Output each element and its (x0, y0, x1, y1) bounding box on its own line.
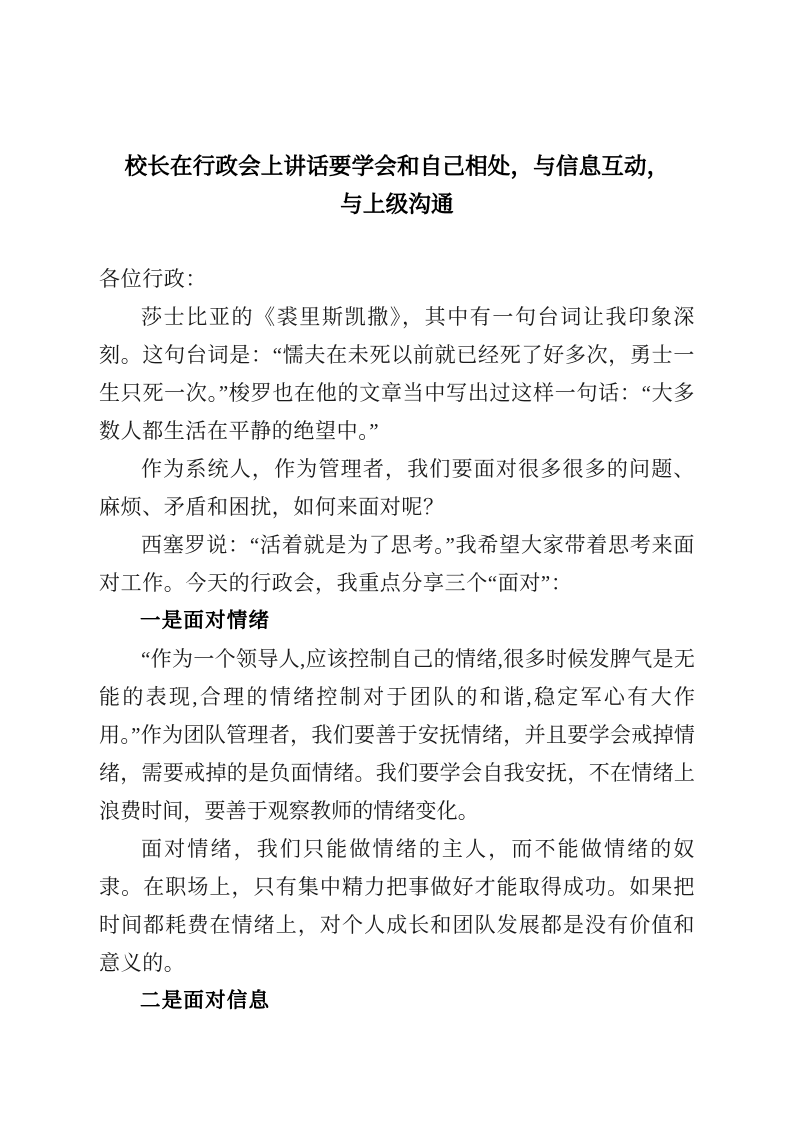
title-top-spacer (99, 0, 695, 148)
paragraph-cicero-quote: 西塞罗说：“活着就是为了思考。”我希望大家带着思考来面对工作。今天的行政会，我重点分享三个“面对”： (99, 533, 695, 595)
page-title-line-1: 校长在行政会上讲话要学会和自己相处，与信息互动， (124, 154, 670, 179)
title-bottom-spacer (99, 224, 695, 260)
section-heading-emotion: 一是面对情绪 (140, 609, 271, 632)
paragraph-master-of-emotion: 面对情绪，我们只能做情绪的主人，而不能做情绪的奴隶。在职场上，只有集中精力把事做好才能取得成功。如果把时间都耗费在情绪上，对个人成长和团队发展都是没有价值和意义的。 (99, 837, 695, 975)
document-content (99, 0, 695, 1020)
paragraph-shakespeare-quote: 莎士比亚的《裘里斯凯撒》，其中有一句台词让我印象深刻。这句台词是：“懦夫在未死以前就已经死了好多次，勇士一生只死一次。”梭罗也在他的文章当中写出过这样一句话：“大多数人都生活在平静的绝望中。” (99, 305, 695, 443)
paragraph-leader-emotion-control: “作为一个领导人,应该控制自己的情绪,很多时候发脾气是无能的表现,合理的情绪控制对于团队的和谐,稳定军心有大作用。”作为团队管理者，我们要善于安抚情绪，并且要学会戒掉情绪，需要戒掉的是负面情绪。我们要学会自我安抚，不在情绪上浪费时间，要善于观察教师的情绪变化。 (99, 647, 695, 823)
page-title (99, 148, 695, 224)
section-heading-information: 二是面对信息 (140, 989, 271, 1012)
paragraph-system-manager: 作为系统人，作为管理者，我们要面对很多很多的问题、麻烦、矛盾和困扰，如何来面对呢？ (99, 457, 695, 519)
page-title-line-2: 与上级沟通 (340, 192, 454, 217)
salutation: 各位行政： (99, 267, 207, 291)
